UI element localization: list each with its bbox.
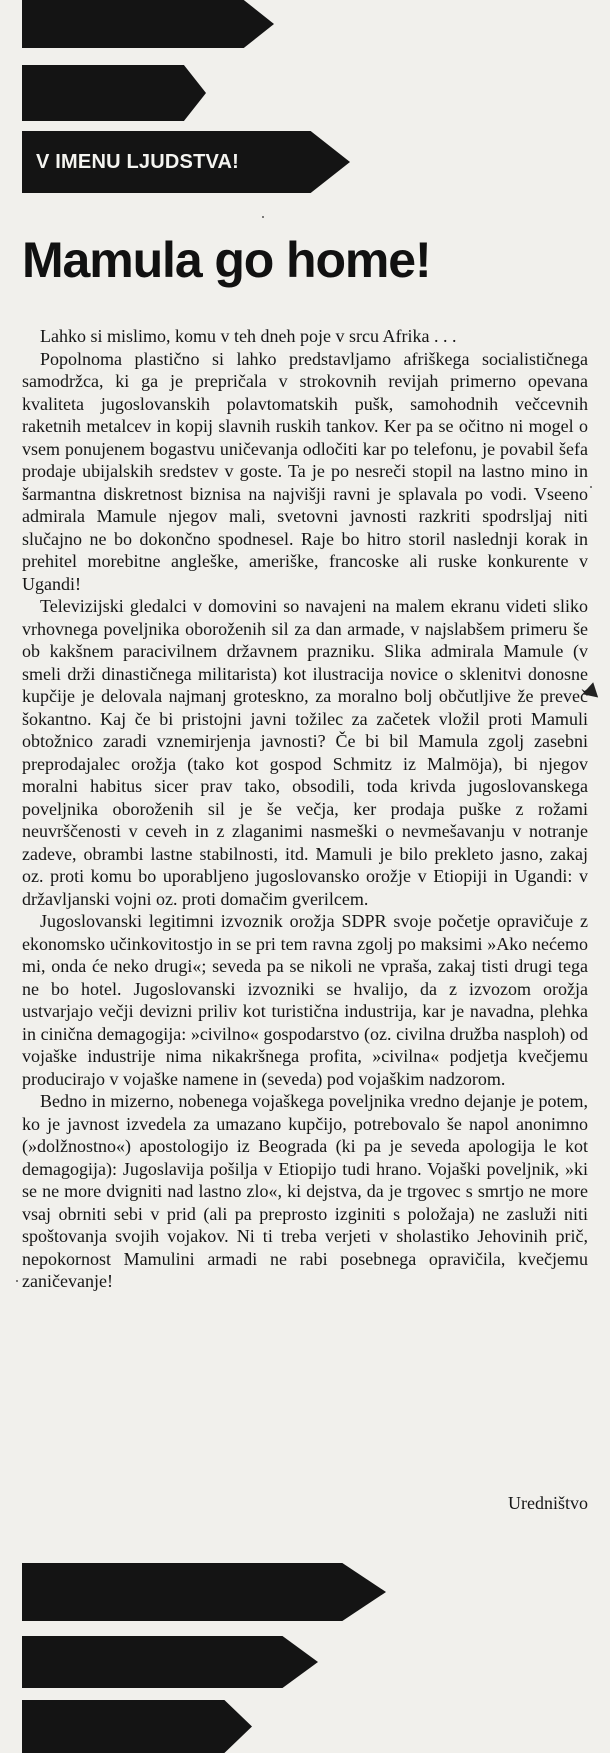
article-paragraph-4: Jugoslovanski legitimni izvoznik orožja SDPR svoje početje opravičuje z ekonomsko učinkovitostjo in se pri tem ravna zgolj po maksimi »Ako nećemo mi, onda će neko drugi«; seveda pa se nikoli ne vpraša, zakaj tisti drugi tega ne bo hotel. Jugoslovanski izvozniki se hvalijo, da z izvozom orožja ustvarjajo večji devizni priliv kot turistična industrija, kar je navadna, plehka in cinična demagogija: »civilno« gospodarstvo (oz. civilna družba nasploh) od vojaške industrije nima nikakršnega profita, »civilna« podjetja kvečjemu producirajo v vojaške namene in (seveda) pod vojaškim nadzorom. [22, 911, 588, 1089]
decorative-arrow-bottom-1 [22, 1563, 386, 1621]
article-signature: Uredništvo [508, 1493, 588, 1513]
section-label: V IMENU LJUDSTVA! [36, 150, 240, 173]
article-title: Mamula go home! [22, 232, 431, 288]
article-paragraph-2: Popolnoma plastično si lahko predstavljamo afriškega socialističnega samodržca, ki ga je prepričala v strokovnih revijah primerno opevana kvaliteta jugoslovanskih polavtomatskih pušk, samohodnih večcevnih raketnih metalcev in kopij slavnih ruskih tankov. Ker pa se očitno ni mogel o vsem ponujenem bogastvu uničevanja odločiti kar po telefonu, je povabil šefa prodaje ubijalskih sredstev v goste. Ta je po nesreči stopil na lastno mino in šarmantna diskretnost biznisa na najvišji ravni je splavala po vodi. Vseeno admirala Mamule njegov mali, svetovni javnosti razkriti spodrsljaj niti slučajno ne bo dokončno spodnesel. Raje bo hitro storil naslednji korak in prehitel morebitne angleške, ameriške, francoske ali ruske konkurente v Ugandi! [22, 348, 588, 594]
decorative-arrow-top-1 [22, 0, 274, 48]
decorative-arrow-top-2 [22, 65, 206, 121]
scan-dot-1 [262, 216, 264, 218]
decorative-arrow-bottom-3 [22, 1700, 252, 1753]
scan-dot-3 [16, 1280, 18, 1282]
article-body [22, 325, 588, 1293]
scan-dot-2 [590, 486, 592, 488]
decorative-arrow-bottom-2 [22, 1636, 318, 1688]
article-paragraph-3: Televizijski gledalci v domovini so navajeni na malem ekranu videti sliko vrhovnega poveljnika oboroženih sil za dan armade, v najslabšem primeru še ob kakšnem paracivilnem državnem prazniku. Slika admirala Mamule (v smeli drži dinastičnega militarista) kot ilustracija novice o sklenitvi donosne kupčije je delovala najmanj groteskno, za moralno bolj občutljive že preveč šokantno. Kaj če bi pristojni javni tožilec za začetek vložil proti Mamuli obtožnico zaradi vznemirjenja javnosti? Če bi bil Mamula zgolj zasebni preprodajalec orožja (tako kot gospod Schmitz iz Malmöja), bi njegov moralni habitus sicer prav tako, obsodili, toda krivda jugoslovanskega poveljnika oboroženih sil je še večja, ker prodaja puške z rožami neuvrščenosti v ceveh in z zlaganimi nasmeški o nevmešavanju v notranje zadeve, obrambi lastne stabilnosti, itd. Mamuli je bilo prekleto jasno, zakaj oz. proti komu bo uporabljeno jugoslovansko orožje v Etiopiji in Ugandi: v državljanski vojni oz. proti domačim gverilcem. [22, 596, 588, 909]
article-paragraph-1: Lahko si mislimo, komu v teh dneh poje v srcu Afrika . . . [40, 326, 457, 346]
article-paragraph-5: Bedno in mizerno, nobenega vojaškega poveljnika vredno dejanje je potem, ko je javnost izvedela za umazano kupčijo, potrebovalo še napol anonimno (»dolžnostno«) apostologijo iz Beograda (ki pa je seveda apologija le kot demagogija): Jugoslavija pošilja v Etiopijo tudi hrano. Vojaški poveljnik, »ki se ne more dvigniti nad lastno zlo«, ki dejstva, da je trgovec s smrtjo ne more vsaj obrniti sebi v prid (ali pa preprosto izginiti s položaja) ne zasluži niti spoštovanja svojih vojakov. Ni ti treba verjeti v sholastiko Jehovinih prič, nepokornost Mamulini armadi ne rabi posebnega opravičila, kvečjemu zaničevanje! [22, 1091, 588, 1291]
